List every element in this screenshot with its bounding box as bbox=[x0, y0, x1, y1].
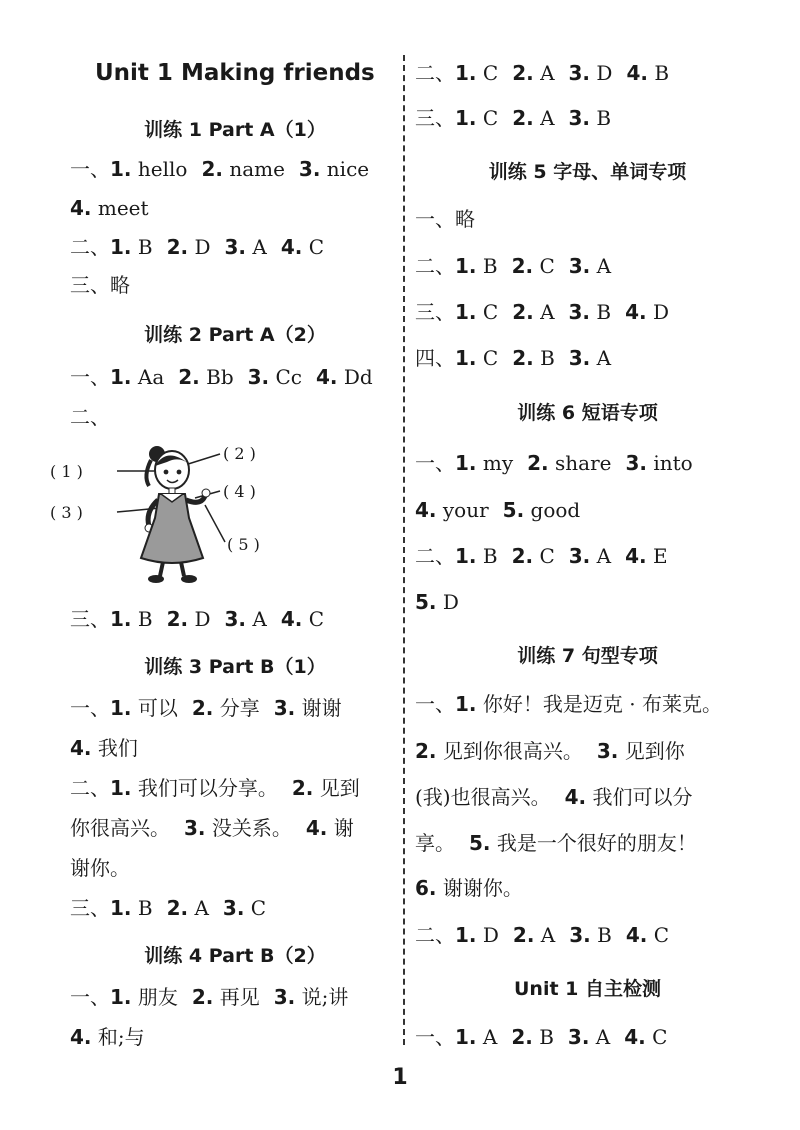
answer-line: 一、1. 你好！我是迈克 · 布莱克。 bbox=[415, 692, 722, 716]
answer-line: 6. 谢谢你。 bbox=[415, 876, 523, 900]
section-title-6: 训练 6 短语专项 bbox=[517, 402, 658, 424]
figure-label: ( 2 ) bbox=[223, 444, 256, 463]
answer-line: 二、1. B 2. C 3. A bbox=[415, 254, 612, 278]
answer-line: 四、1. C 2. B 3. A bbox=[415, 346, 612, 370]
unit-title: Unit 1 Making friends bbox=[95, 60, 375, 86]
answer-line: 4. your 5. good bbox=[415, 498, 581, 522]
answer-line: 二、 bbox=[70, 405, 110, 429]
answer-line: 二、1. B 2. C 3. A 4. E bbox=[415, 544, 668, 568]
section-title-3: 训练 3 Part B（1） bbox=[144, 656, 326, 678]
answer-line: 一、略 bbox=[415, 207, 475, 231]
answer-line: 一、1. hello 2. name 3. nice bbox=[70, 157, 370, 181]
answer-line: 一、1. A 2. B 3. A 4. C bbox=[415, 1025, 668, 1049]
answer-line: 二、1. C 2. A 3. D 4. B bbox=[415, 61, 670, 85]
answer-line: 2. 见到你很高兴。 3. 见到你 bbox=[415, 739, 685, 763]
answer-line: 5. D bbox=[415, 590, 459, 614]
figure-label: ( 4 ) bbox=[223, 482, 256, 501]
page-number: 1 bbox=[392, 1065, 408, 1090]
answer-line: 二、1. D 2. A 3. B 4. C bbox=[415, 923, 670, 947]
answer-line: 一、1. my 2. share 3. into bbox=[415, 451, 693, 475]
figure-label: ( 3 ) bbox=[50, 503, 83, 522]
girl-figure bbox=[45, 440, 295, 590]
column-divider bbox=[403, 55, 405, 1045]
answer-line: 三、略 bbox=[70, 273, 130, 297]
answer-line: 二、1. B 2. D 3. A 4. C bbox=[70, 235, 325, 259]
answer-line: (我)也很高兴。 4. 我们可以分 bbox=[415, 785, 693, 809]
answer-line: 4. meet bbox=[70, 196, 149, 220]
answer-line: 三、1. B 2. A 3. C bbox=[70, 896, 267, 920]
answer-line: 享。 5. 我是一个很好的朋友！ bbox=[415, 831, 697, 855]
answer-line: 一、1. 可以 2. 分享 3. 谢谢 bbox=[70, 696, 342, 720]
section-title-5: 训练 5 字母、单词专项 bbox=[488, 161, 687, 183]
section-title-test: Unit 1 自主检测 bbox=[514, 978, 661, 1000]
answer-line: 二、1. 我们可以分享。 2. 见到 bbox=[70, 776, 360, 800]
section-title-4: 训练 4 Part B（2） bbox=[144, 945, 326, 967]
answer-line: 三、1. C 2. A 3. B 4. D bbox=[415, 300, 670, 324]
section-title-1: 训练 1 Part A（1） bbox=[144, 119, 326, 141]
answer-line: 三、1. C 2. A 3. B bbox=[415, 106, 612, 130]
answer-line: 三、1. B 2. D 3. A 4. C bbox=[70, 607, 325, 631]
girl-illustration bbox=[45, 440, 325, 590]
section-title-7: 训练 7 句型专项 bbox=[517, 645, 658, 667]
answer-line: 你很高兴。 3. 没关系。 4. 谢 bbox=[70, 816, 354, 840]
answer-line: 4. 和;与 bbox=[70, 1025, 145, 1049]
answer-line: 一、1. Aa 2. Bb 3. Cc 4. Dd bbox=[70, 365, 373, 389]
figure-label: ( 1 ) bbox=[50, 462, 83, 481]
answer-line: 谢你。 bbox=[70, 856, 130, 880]
section-title-2: 训练 2 Part A（2） bbox=[144, 324, 326, 346]
answer-line: 4. 我们 bbox=[70, 736, 138, 760]
answer-line: 一、1. 朋友 2. 再见 3. 说;讲 bbox=[70, 985, 349, 1009]
figure-label: ( 5 ) bbox=[227, 535, 260, 554]
